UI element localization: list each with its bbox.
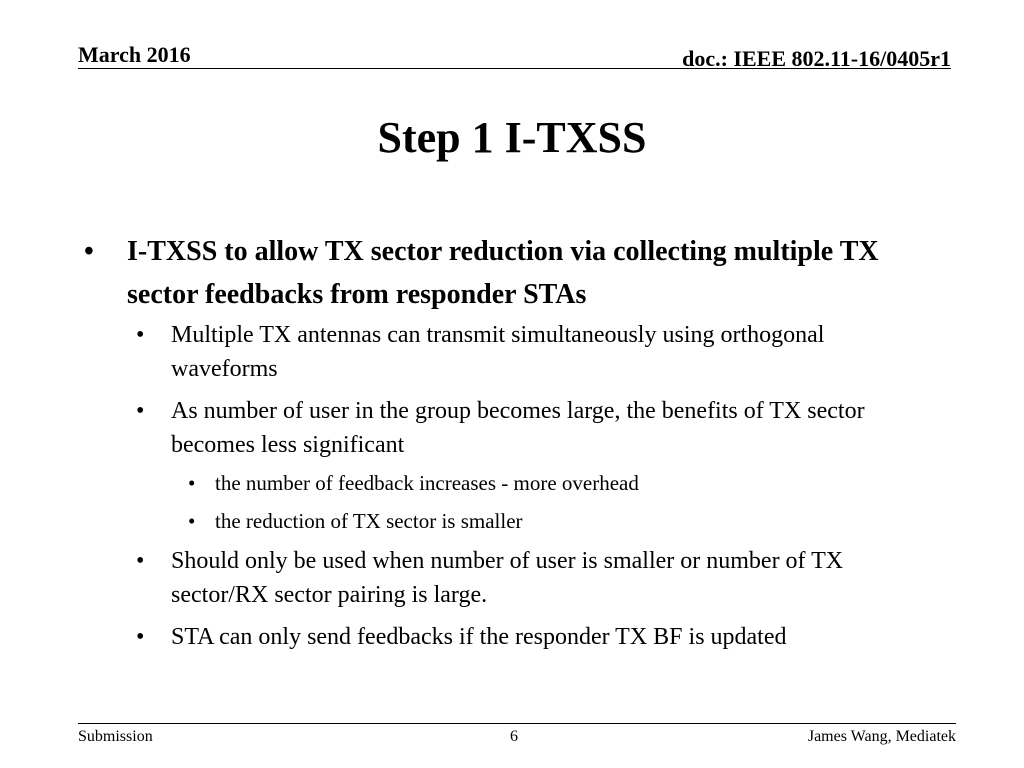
bullet-dot: • xyxy=(136,548,145,574)
sub-bullet-text: As number of user in the group becomes large, the benefits of TX sector becomes less significant xyxy=(171,398,865,458)
main-bullet xyxy=(84,230,904,316)
bullet-dot: • xyxy=(188,509,196,533)
main-bullet-text: I-TXSS to allow TX sector reduction via collecting multiple TX sector feedbacks from responder STAs xyxy=(127,236,879,310)
sub-bullet-text: Multiple TX antennas can transmit simultaneously using orthogonal waveforms xyxy=(171,322,825,382)
footer-submission: Submission xyxy=(78,728,153,745)
bullet-dot: • xyxy=(136,322,145,348)
slide-title: Step 1 I-TXSS xyxy=(377,113,647,162)
sub-bullet xyxy=(136,544,936,612)
page-number: 6 xyxy=(510,728,518,745)
sub-sub-bullet-text: the number of feedback increases - more overhead xyxy=(215,471,639,495)
sub-sub-bullet xyxy=(188,469,948,497)
sub-bullet xyxy=(136,318,936,386)
bullet-dot: • xyxy=(136,624,145,650)
sub-bullet xyxy=(136,620,936,654)
header-divider xyxy=(78,68,951,69)
footer-divider xyxy=(78,723,956,724)
sub-bullet xyxy=(136,394,936,462)
header-date: March 2016 xyxy=(78,42,191,67)
sub-bullet-text: STA can only send feedbacks if the responder TX BF is updated xyxy=(171,624,787,650)
sub-sub-bullet-text: the reduction of TX sector is smaller xyxy=(215,509,523,533)
header-doc-id: doc.: IEEE 802.11-16/0405r1 xyxy=(682,46,951,71)
bullet-dot: • xyxy=(188,471,196,495)
footer-author: James Wang, Mediatek xyxy=(807,728,956,745)
bullet-dot: • xyxy=(84,236,94,267)
sub-sub-bullet xyxy=(188,507,948,535)
sub-bullet-text: Should only be used when number of user is smaller or number of TX sector/RX sector pairing is large. xyxy=(171,548,844,608)
bullet-dot: • xyxy=(136,398,145,424)
